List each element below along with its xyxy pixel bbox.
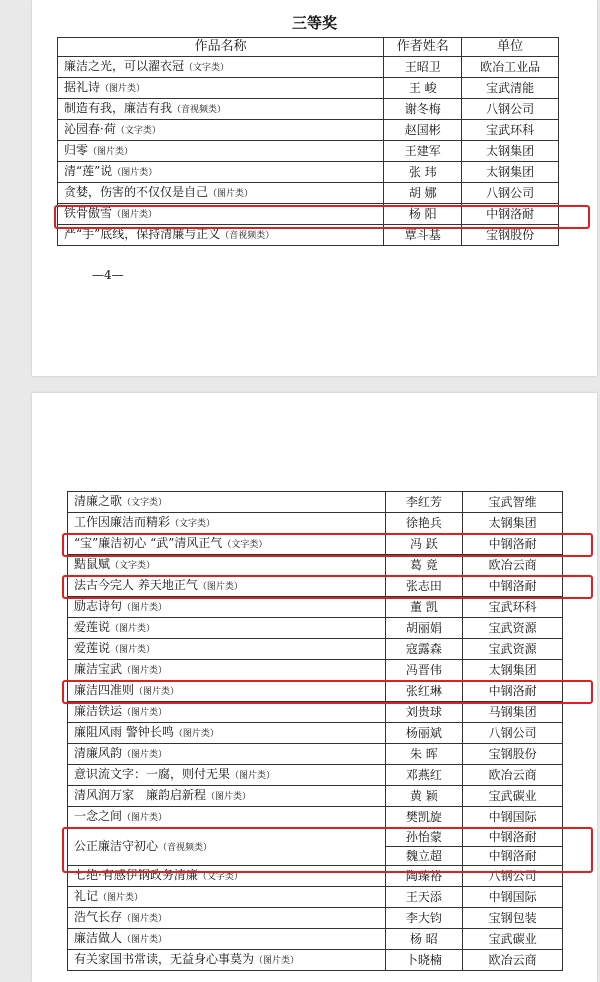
author-name-text: 杨 阳 (408, 207, 437, 221)
work-title-text: 清风润万家 廉韵启新程 (74, 788, 207, 802)
work-category: （图片类） (197, 582, 243, 592)
author-name-text: 董 凯 (409, 600, 438, 614)
work-title (68, 702, 386, 723)
work-title (58, 141, 384, 162)
work-title (68, 639, 386, 660)
highlight-box (54, 205, 590, 229)
unit-name-text: 宝武智维 (488, 495, 537, 509)
work-category: （文字类） (197, 872, 243, 882)
work-title-text: 浩气长存 (74, 910, 123, 924)
work-title-text: 据礼诗 (64, 80, 101, 94)
work-title-text: 铁骨傲雪 (64, 206, 113, 220)
author-name (384, 120, 462, 141)
work-category: （图片类） (100, 84, 146, 94)
author-name-text: 李红芳 (405, 495, 442, 509)
author-name-text: 卜晓楠 (405, 953, 442, 967)
author-name (385, 723, 463, 744)
unit-name (463, 660, 563, 681)
work-category: （文字类） (184, 63, 230, 73)
unit-name-text: 中钢洛耐 (488, 830, 537, 844)
unit-name (463, 618, 563, 639)
unit-name-text: 八钢公司 (488, 726, 537, 740)
work-title (68, 786, 386, 807)
unit-name-text: 八钢公司 (486, 102, 535, 116)
unit-name (462, 183, 559, 204)
work-title-text: 严“手”底线，保持清廉与正义 (64, 227, 221, 241)
work-title (68, 618, 386, 639)
author-name-text: 覃斗基 (404, 228, 441, 242)
table-row (68, 618, 563, 639)
table-header-row (58, 38, 559, 57)
work-title-text: 廉洁做人 (74, 931, 123, 945)
author-name (384, 141, 462, 162)
unit-name-text: 宝武清能 (486, 81, 535, 95)
author-name-text: 冯 跃 (409, 537, 438, 551)
work-category: （图片类） (98, 893, 144, 903)
author-name-text: 李大钧 (405, 911, 442, 925)
table-row (68, 513, 563, 534)
work-title (68, 744, 386, 765)
work-title (68, 950, 386, 971)
work-title (68, 929, 386, 950)
work-title (58, 120, 384, 141)
unit-name (463, 765, 563, 786)
highlight-box (62, 575, 593, 599)
unit-name-text: 欧冶云商 (488, 558, 537, 572)
table-row (68, 723, 563, 744)
work-category: （文字类） (122, 498, 168, 508)
unit-name (463, 723, 563, 744)
unit-name-text: 宝钢股份 (488, 747, 537, 761)
author-name (385, 887, 463, 908)
highlight-box (62, 533, 593, 557)
table-row (58, 120, 559, 141)
unit-name-text: 太钢集团 (486, 165, 535, 179)
table-row (68, 807, 563, 828)
author-name-text: 王昭卫 (404, 60, 441, 74)
work-category: （图片类） (122, 666, 168, 676)
work-title (68, 597, 386, 618)
work-category: （图片类） (122, 750, 168, 760)
author-name-text: 樊凯旋 (405, 810, 442, 824)
work-title (68, 660, 386, 681)
author-name (384, 183, 462, 204)
work-category: （图片类） (122, 914, 168, 924)
unit-name-text: 欧冶工业品 (480, 60, 541, 74)
work-title-text: 礼记 (74, 889, 99, 903)
work-category: （图片类） (254, 956, 300, 966)
work-category: （图片类） (173, 729, 219, 739)
work-category: （图片类） (208, 189, 254, 199)
work-category: （图片类） (112, 210, 158, 220)
author-name-text: 黄 颖 (409, 789, 438, 803)
unit-name-text: 中钢洛耐 (488, 537, 537, 551)
work-title (68, 908, 386, 929)
work-title-text: 黠鼠赋 (74, 557, 111, 571)
work-title (58, 78, 384, 99)
work-title-text: 贪婪，伤害的不仅仅是自己 (64, 185, 209, 199)
unit-name-text: 太钢集团 (488, 663, 537, 677)
unit-name-text: 中钢国际 (488, 810, 537, 824)
unit-name-text: 宝钢股份 (486, 228, 535, 242)
author-name-text: 朱 晖 (409, 747, 438, 761)
author-name (385, 702, 463, 723)
work-title-text: 廉洁宝武 (74, 662, 123, 676)
unit-name-text: 宝武碳业 (488, 789, 537, 803)
unit-name (462, 120, 559, 141)
author-name (385, 513, 463, 534)
unit-name (463, 786, 563, 807)
unit-name-text: 宝武环科 (486, 123, 535, 137)
author-name-text: 王 峻 (408, 81, 437, 95)
work-title-text: 廉洁之光，可以濯衣冠 (64, 59, 185, 73)
unit-name (462, 141, 559, 162)
work-title (68, 492, 386, 513)
unit-name (463, 702, 563, 723)
unit-name (463, 744, 563, 765)
author-name (385, 597, 463, 618)
author-name-text: 陶臻裕 (405, 869, 442, 883)
unit-name (462, 162, 559, 183)
work-category: （图片类） (134, 687, 180, 697)
table-row (68, 555, 563, 576)
work-category: （文字类） (110, 561, 156, 571)
page-title: 三等奖 (291, 14, 337, 32)
unit-name-text: 宝武碳业 (488, 932, 537, 946)
work-title-text: “宝”廉洁初心 “武”清风正气 (74, 536, 223, 550)
table-row (68, 908, 563, 929)
unit-name (462, 57, 559, 78)
table-row (58, 78, 559, 99)
work-category: （音视频类） (172, 105, 227, 115)
author-name-text: 魏立超 (405, 849, 442, 863)
author-name-text: 刘贵球 (405, 705, 442, 719)
author-name (385, 660, 463, 681)
unit-name-text: 中钢国际 (488, 890, 537, 904)
author-name-text: 胡 娜 (408, 186, 437, 200)
work-title-text: 励志诗句 (74, 599, 123, 613)
unit-name-text: 宝武资源 (488, 621, 537, 635)
table-row (68, 660, 563, 681)
author-name (385, 786, 463, 807)
header-author: 作者姓名 (384, 38, 462, 57)
author-name (384, 57, 462, 78)
author-name-text: 葛 竟 (409, 558, 438, 572)
work-title-text: 廉洁四准则 (74, 683, 135, 697)
work-title-text: 廉洁铁运 (74, 704, 123, 718)
unit-name (463, 513, 563, 534)
work-category: （文字类） (170, 519, 216, 529)
unit-name (463, 555, 563, 576)
author-name (385, 765, 463, 786)
table-row (58, 183, 559, 204)
table-row (68, 929, 563, 950)
unit-name (463, 807, 563, 828)
unit-name (462, 78, 559, 99)
table-row (58, 141, 559, 162)
work-title-text: 爱莲说 (74, 620, 111, 634)
work-title-text: 清廉风韵 (74, 746, 123, 760)
unit-name-text: 太钢集团 (488, 516, 537, 530)
table-row (68, 887, 563, 908)
table-row (68, 744, 563, 765)
author-name-text: 张红琳 (405, 684, 442, 698)
author-name (385, 639, 463, 660)
author-name-text: 寇露森 (405, 642, 442, 656)
work-title (58, 162, 384, 183)
author-name (385, 618, 463, 639)
work-title-text: 沁园春·荷 (64, 122, 116, 136)
author-name-text: 杨丽斌 (405, 726, 442, 740)
unit-name-text: 马钢集团 (488, 705, 537, 719)
work-title (68, 807, 386, 828)
table-row (68, 786, 563, 807)
work-category: （音视频类） (220, 231, 275, 241)
work-title-text: 法古今完人 养天地正气 (74, 578, 198, 592)
work-category: （图片类） (122, 935, 168, 945)
work-category: （图片类） (110, 624, 156, 634)
table-row (58, 162, 559, 183)
unit-name (463, 639, 563, 660)
work-title (68, 887, 386, 908)
unit-name (463, 492, 563, 513)
awards-table-2 (67, 491, 563, 971)
highlight-box (62, 827, 593, 873)
work-category: （音视频类） (158, 842, 213, 853)
author-name (385, 950, 463, 971)
author-name (385, 555, 463, 576)
work-title-text: 归零 (64, 143, 89, 157)
work-category: （图片类） (122, 603, 168, 613)
unit-name-text: 宝武环科 (488, 600, 537, 614)
table-row (68, 492, 563, 513)
author-name (384, 99, 462, 120)
unit-name-text: 八钢公司 (486, 186, 535, 200)
author-name (384, 78, 462, 99)
author-name-text: 张志田 (405, 579, 442, 593)
unit-name-text: 八钢公司 (488, 869, 537, 883)
unit-name-text: 宝钢包装 (488, 911, 537, 925)
author-name-text: 王建军 (404, 144, 441, 158)
author-name (385, 908, 463, 929)
author-name-text: 徐艳兵 (405, 516, 442, 530)
work-category: （图片类） (88, 147, 134, 157)
work-title-text: 一念之间 (74, 809, 123, 823)
unit-name-text: 欧冶云商 (488, 768, 537, 782)
author-name-text: 赵国彬 (404, 123, 441, 137)
author-name-text: 胡丽娟 (405, 621, 442, 635)
table-row (68, 950, 563, 971)
unit-name (462, 99, 559, 120)
author-name-text: 张 玮 (408, 165, 437, 179)
work-title-text: 廉阻风雨 警钟长鸣 (74, 725, 174, 739)
document-page-2 (32, 393, 597, 982)
author-name (385, 929, 463, 950)
unit-name-text: 中钢洛耐 (488, 849, 537, 863)
table-row (58, 57, 559, 78)
work-title (58, 99, 384, 120)
author-name-text: 孙怡蒙 (405, 830, 442, 844)
work-title-text: 清廉之歌 (74, 494, 123, 508)
work-category: （图片类） (122, 708, 168, 718)
header-unit: 单位 (462, 38, 559, 57)
unit-name-text: 宝武资源 (488, 642, 537, 656)
work-title (68, 723, 386, 744)
work-title-text: 七绝·有感伊钢政务清廉 (74, 868, 198, 882)
author-name-text: 王天添 (405, 890, 442, 904)
author-name (385, 744, 463, 765)
table-row (58, 99, 559, 120)
work-title (58, 57, 384, 78)
work-title (58, 183, 384, 204)
page-number: —4— (92, 268, 124, 282)
table-row (68, 765, 563, 786)
table-row (68, 597, 563, 618)
author-name (385, 807, 463, 828)
work-title (68, 513, 386, 534)
work-title-text: 清“莲”说 (64, 164, 113, 178)
unit-name (463, 929, 563, 950)
work-category: （图片类） (122, 813, 168, 823)
unit-name-text: 中钢洛耐 (486, 207, 535, 221)
unit-name-text: 中钢洛耐 (488, 579, 537, 593)
work-title-text: 有关家国书常读，无益身心事莫为 (74, 952, 255, 966)
unit-name (463, 908, 563, 929)
work-title (68, 765, 386, 786)
table-row (68, 639, 563, 660)
header-work: 作品名称 (58, 38, 384, 57)
work-title-text: 意识流文字：一腐，则付无果 (74, 767, 231, 781)
author-name-text: 谢冬梅 (404, 102, 441, 116)
unit-name (463, 597, 563, 618)
work-title-text: 制造有我，廉洁有我 (64, 101, 173, 115)
author-name-text: 杨 昭 (409, 932, 438, 946)
work-title (68, 555, 386, 576)
unit-name (463, 950, 563, 971)
work-category: （图片类） (112, 168, 158, 178)
author-name-text: 冯晋伟 (405, 663, 442, 677)
author-name (385, 492, 463, 513)
unit-name-text: 中钢洛耐 (488, 684, 537, 698)
unit-name (463, 887, 563, 908)
author-name (384, 162, 462, 183)
work-category: （文字类） (222, 540, 268, 550)
work-category: （图片类） (230, 771, 276, 781)
document-page-1 (32, 0, 597, 376)
author-name-text: 邓燕红 (405, 768, 442, 782)
table-row (68, 702, 563, 723)
work-title-text: 公正廉洁守初心 (74, 838, 159, 853)
work-title-text: 爱莲说 (74, 641, 111, 655)
work-category: （图片类） (110, 645, 156, 655)
work-category: （图片类） (206, 792, 252, 802)
work-category: （文字类） (115, 126, 161, 136)
work-title-text: 工作因廉洁而精彩 (74, 515, 171, 529)
highlight-box (62, 680, 593, 704)
unit-name-text: 太钢集团 (486, 144, 535, 158)
unit-name-text: 欧冶云商 (488, 953, 537, 967)
